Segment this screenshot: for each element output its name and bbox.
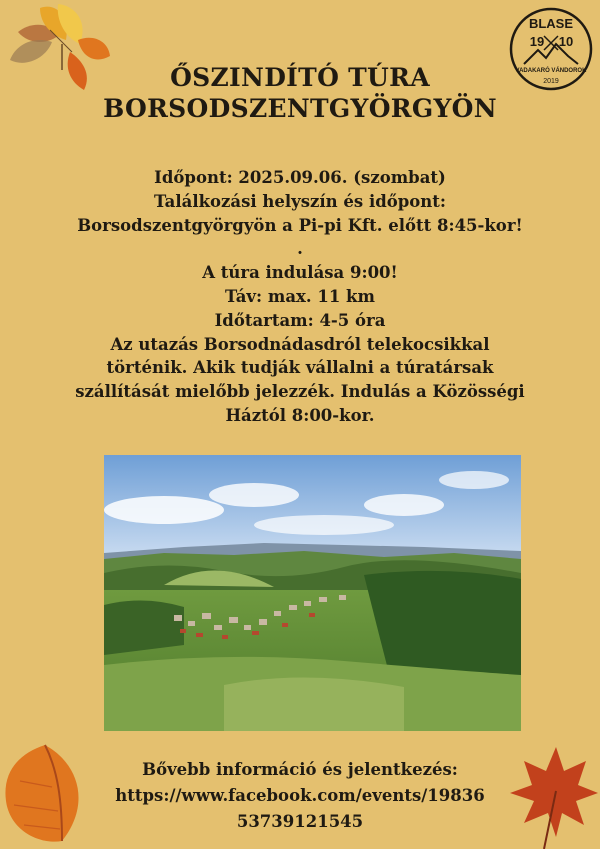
- title-line-2: BORSODSZENTGYÖRGYÖN: [103, 94, 497, 123]
- distance: Táv: max. 11 km: [225, 286, 375, 306]
- title-line-1: ŐSZINDÍTÓ TÚRA: [170, 63, 430, 92]
- landscape-photo: [104, 455, 521, 731]
- travel-line-2: történik. Akik tudják vállalni a túratársak: [106, 358, 494, 378]
- logo-caption: VADAKARÓ VÁNDOROK: [515, 68, 587, 74]
- page-title: [0, 62, 600, 124]
- event-link-continued[interactable]: 53739121545: [236, 812, 364, 831]
- meeting-value: Borsodszentgyörgyön a Pi-pi Kft. előtt 8:45-kor!: [77, 215, 523, 235]
- meeting-label: Találkozási helyszín és időpont:: [153, 191, 447, 211]
- maple-leaf-bottom-right-icon: [504, 741, 600, 849]
- travel-line-1: Az utazás Borsodnádasdról telekocsikkal: [110, 334, 490, 354]
- logo-year-left: 19: [529, 34, 545, 49]
- start-time: A túra indulása 9:00!: [202, 263, 398, 283]
- event-info: [0, 166, 600, 428]
- travel-line-4: Háztól 8:00-kor.: [225, 405, 375, 425]
- duration: Időtartam: 4-5 óra: [214, 310, 386, 330]
- more-info-label: Bővebb információ és jelentkezés:: [142, 760, 458, 779]
- autumn-leaf-bottom-left-icon: [0, 741, 95, 849]
- separator-dot: .: [297, 239, 303, 259]
- travel-line-3: szállítását mielőbb jelezzék. Indulás a Közösségi: [75, 382, 525, 402]
- logo-year: 2019: [543, 78, 559, 85]
- event-date: Időpont: 2025.09.06. (szombat): [154, 168, 446, 187]
- logo-name: BLASE: [528, 16, 574, 31]
- logo-year-right: 10: [558, 34, 574, 49]
- event-link[interactable]: https://www.facebook.com/events/19836: [115, 786, 485, 805]
